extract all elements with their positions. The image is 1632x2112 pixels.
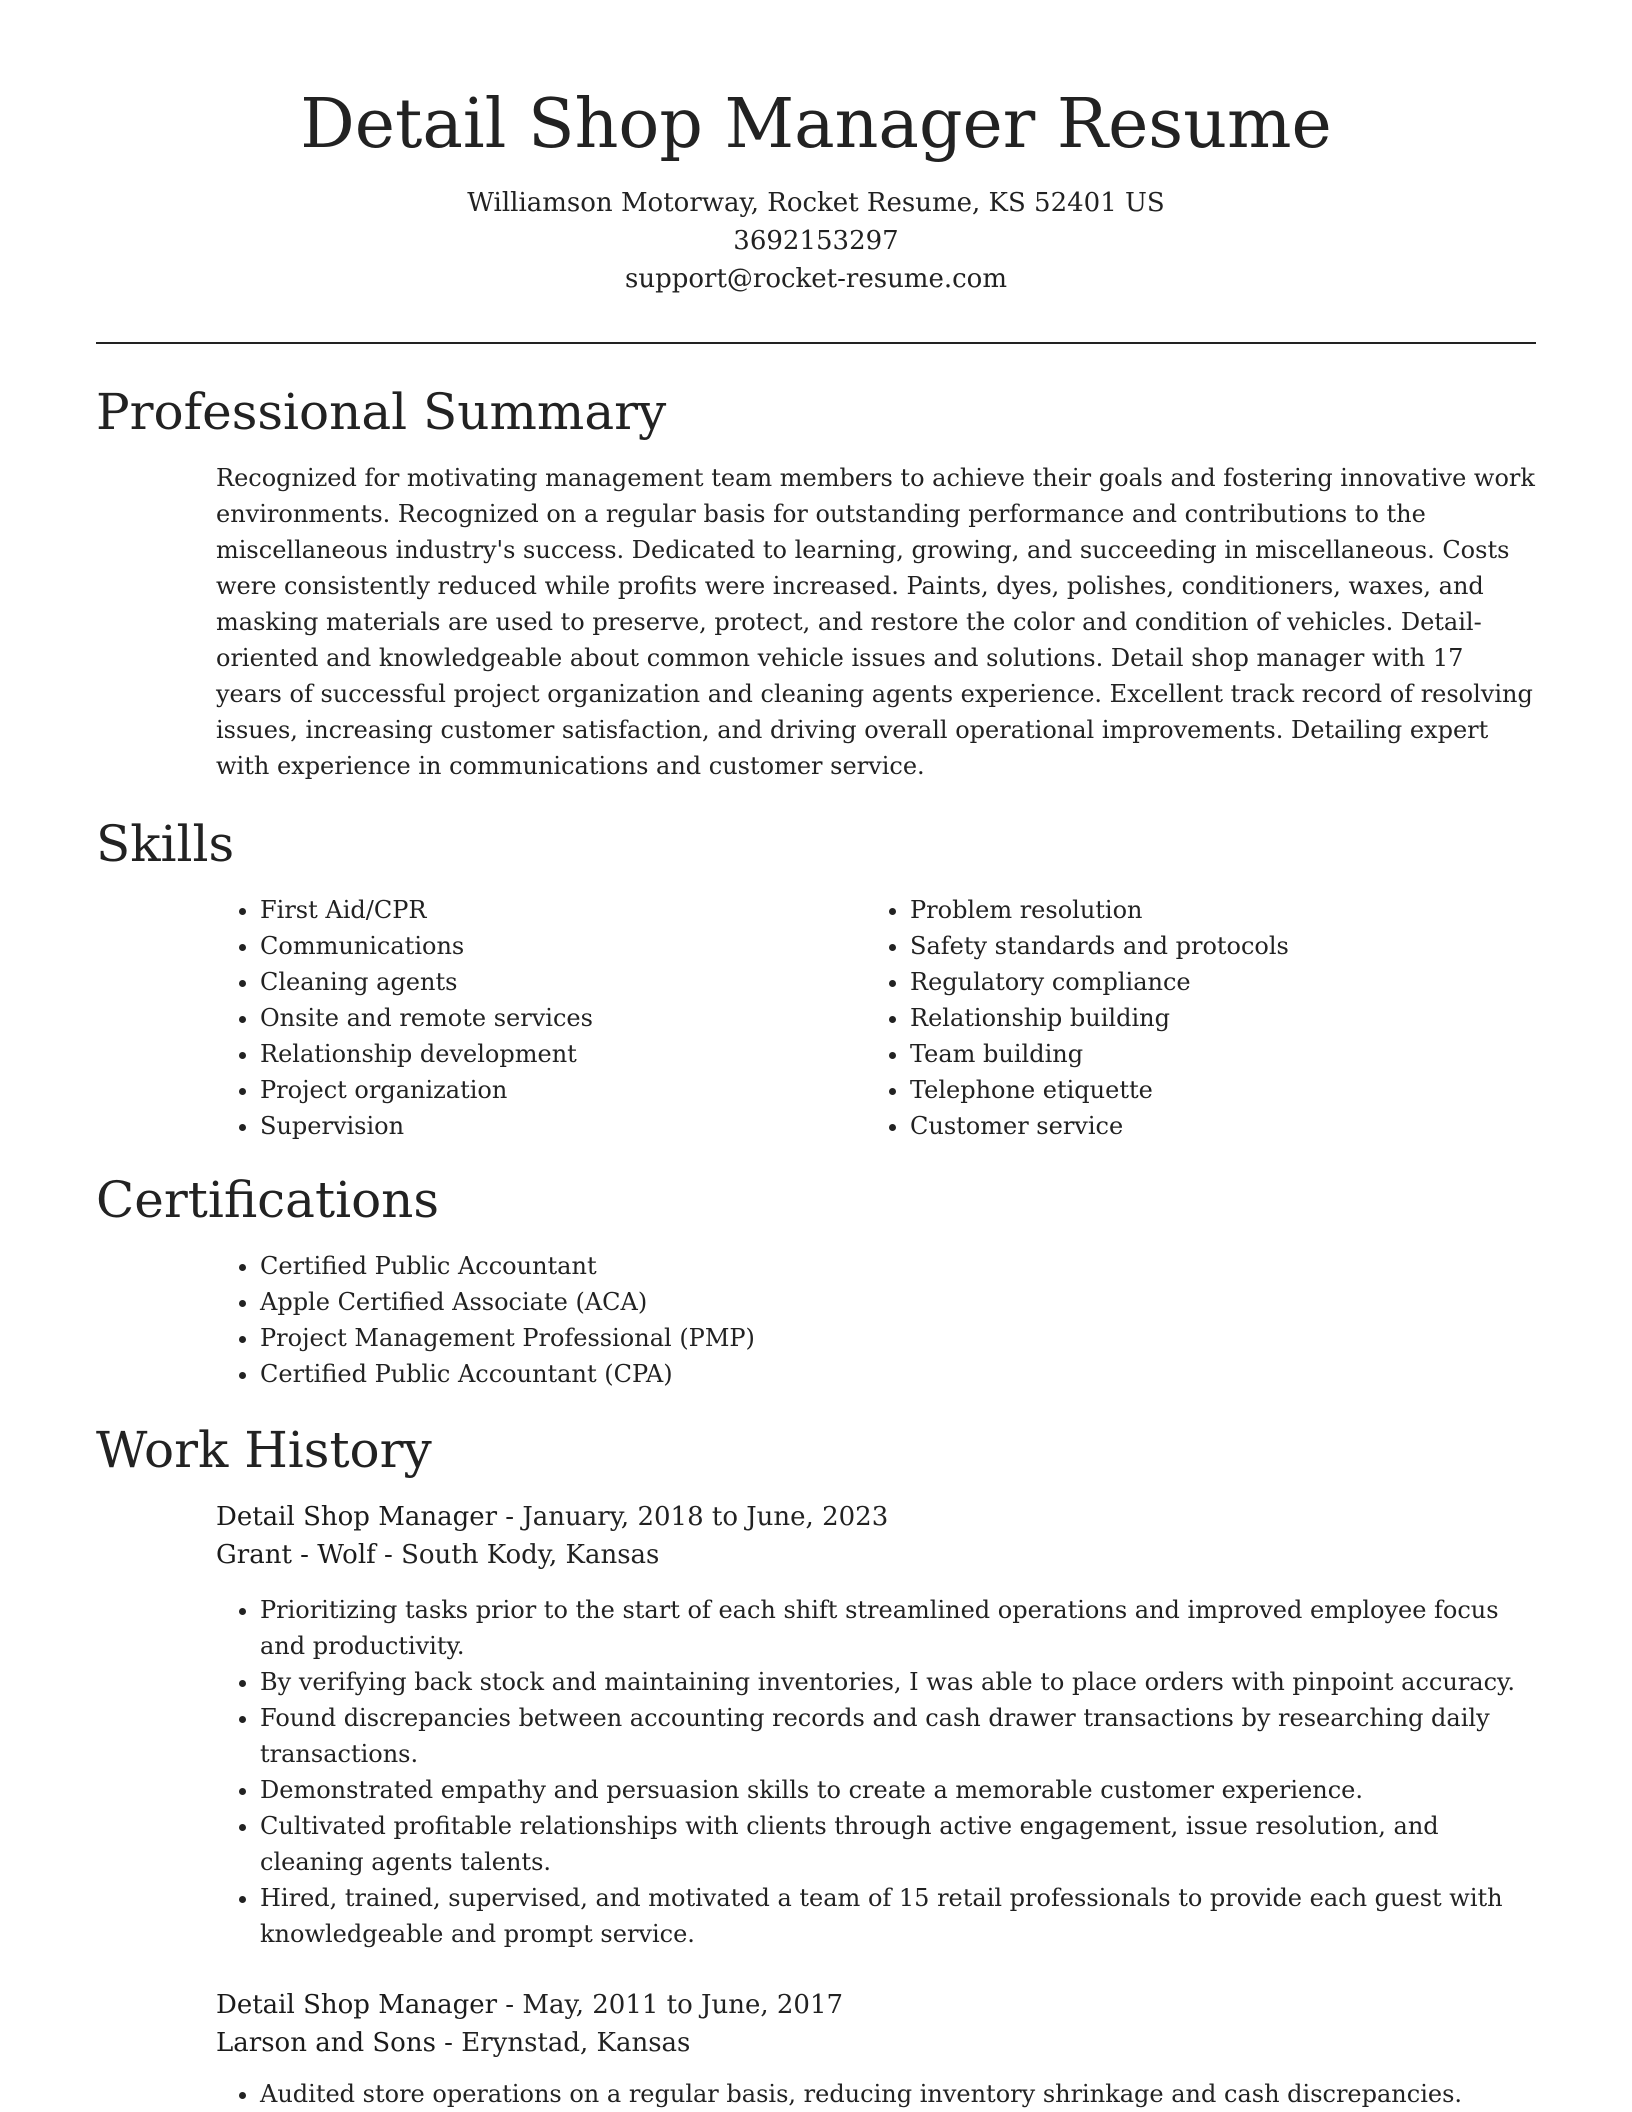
skills-list-right (866, 892, 1506, 1144)
skill-item: • Cleaning agents (260, 964, 856, 1000)
skill-item: • Telephone etiquette (910, 1072, 1506, 1108)
job-role: Detail Shop Manager (216, 1990, 498, 2020)
skill-item: • Onsite and remote services (260, 1000, 856, 1036)
job-duties (216, 1592, 1536, 1952)
skill-item: • Safety standards and protocols (910, 928, 1506, 964)
job-company-line (216, 1536, 1536, 1574)
summary-heading: Professional Summary (96, 383, 667, 441)
skill-item: • Problem resolution (910, 892, 1506, 928)
skills-list-left (216, 892, 856, 1144)
skill-item: • Customer service (910, 1108, 1506, 1144)
job-location: - South Kody, Kansas (375, 1540, 660, 1570)
address: Williamson Motorway, Rocket Resume, KS 52401 US (467, 188, 1165, 218)
email: support@rocket-resume.com (624, 264, 1007, 294)
skill-item: • Supervision (260, 1108, 856, 1144)
skill-item: • First Aid/CPR (260, 892, 856, 928)
duty-item: • Hired, trained, supervised, and motivated a team of 15 retail professionals to provide each guest with knowledgeable and prompt service. (260, 1880, 1536, 1952)
work-history-heading: Work History (96, 1421, 432, 1479)
job-duties-list (216, 2076, 1536, 2112)
summary-text: Recognized for motivating management team members to achieve their goals and fostering innovative work environments. Recognized on a regular basis for outstanding performance and contributions to the miscellaneous industry's success. Dedicated to learning, growing, and succeeding in miscellaneous. Costs were consistently reduced while profits were increased. Paints, dyes, polishes, conditioners, waxes, and masking materials are used to preserve, protect, and restore the color and condition of vehicles. Detail-oriented and knowledgeable about common vehicle issues and solutions. Detail shop manager with 17 years of successful project organization and cleaning agents experience. Excellent track record of resolving issues, increasing customer satisfaction, and driving overall operational improvements. Detailing expert with experience in communications and customer service. (216, 464, 1535, 780)
header-divider (96, 342, 1536, 344)
job-dates: - January, 2018 to June, 2023 (497, 1502, 889, 1532)
duty-item: • Prioritizing tasks prior to the start of each shift streamlined operations and improved employee focus and productivity. (260, 1592, 1536, 1664)
job-company-line (216, 2024, 1536, 2062)
skills-column-right (866, 892, 1506, 1144)
certification-item: • Apple Certified Associate (ACA) (260, 1284, 1536, 1320)
duty-item: • Audited store operations on a regular basis, reducing inventory shrinkage and cash discrepancies. (260, 2076, 1536, 2112)
phone: 3692153297 (733, 226, 899, 256)
job-dates: - May, 2011 to June, 2017 (497, 1990, 844, 2020)
skill-item: • Relationship development (260, 1036, 856, 1072)
contact-block (0, 184, 1632, 298)
certification-item: • Certified Public Accountant (260, 1248, 1536, 1284)
job-title-line (216, 1986, 1536, 2024)
certifications-list (216, 1248, 1536, 1392)
skill-item: • Team building (910, 1036, 1506, 1072)
job-company: Grant - Wolf (216, 1540, 376, 1570)
certification-item: • Certified Public Accountant (CPA) (260, 1356, 1536, 1392)
skill-item: • Communications (260, 928, 856, 964)
duty-item: • Demonstrated empathy and persuasion skills to create a memorable customer experience. (260, 1772, 1536, 1808)
duty-item: • By verifying back stock and maintaining inventories, I was able to place orders with pinpoint accuracy. (260, 1664, 1536, 1700)
duty-item: • Found discrepancies between accounting records and cash drawer transactions by researching daily transactions. (260, 1700, 1536, 1772)
certifications-heading: Certifications (96, 1171, 440, 1229)
job-company: Larson and Sons (216, 2028, 436, 2058)
job-role: Detail Shop Manager (216, 1502, 498, 1532)
job-title-line (216, 1498, 1536, 1536)
job-duties (216, 2076, 1536, 2112)
certifications-block (216, 1248, 1536, 1392)
skill-item: • Regulatory compliance (910, 964, 1506, 1000)
job-location: - Erynstad, Kansas (435, 2028, 691, 2058)
skills-heading: Skills (96, 815, 235, 873)
resume-header (0, 80, 1632, 298)
resume-title: Detail Shop Manager Resume (300, 85, 1332, 164)
certification-item: • Project Management Professional (PMP) (260, 1320, 1536, 1356)
skills-column-left (216, 892, 856, 1144)
skill-item: • Relationship building (910, 1000, 1506, 1036)
skill-item: • Project organization (260, 1072, 856, 1108)
job-duties-list (216, 1592, 1536, 1952)
duty-item: • Cultivated profitable relationships with clients through active engagement, issue resolution, and cleaning agents talents. (260, 1808, 1536, 1880)
